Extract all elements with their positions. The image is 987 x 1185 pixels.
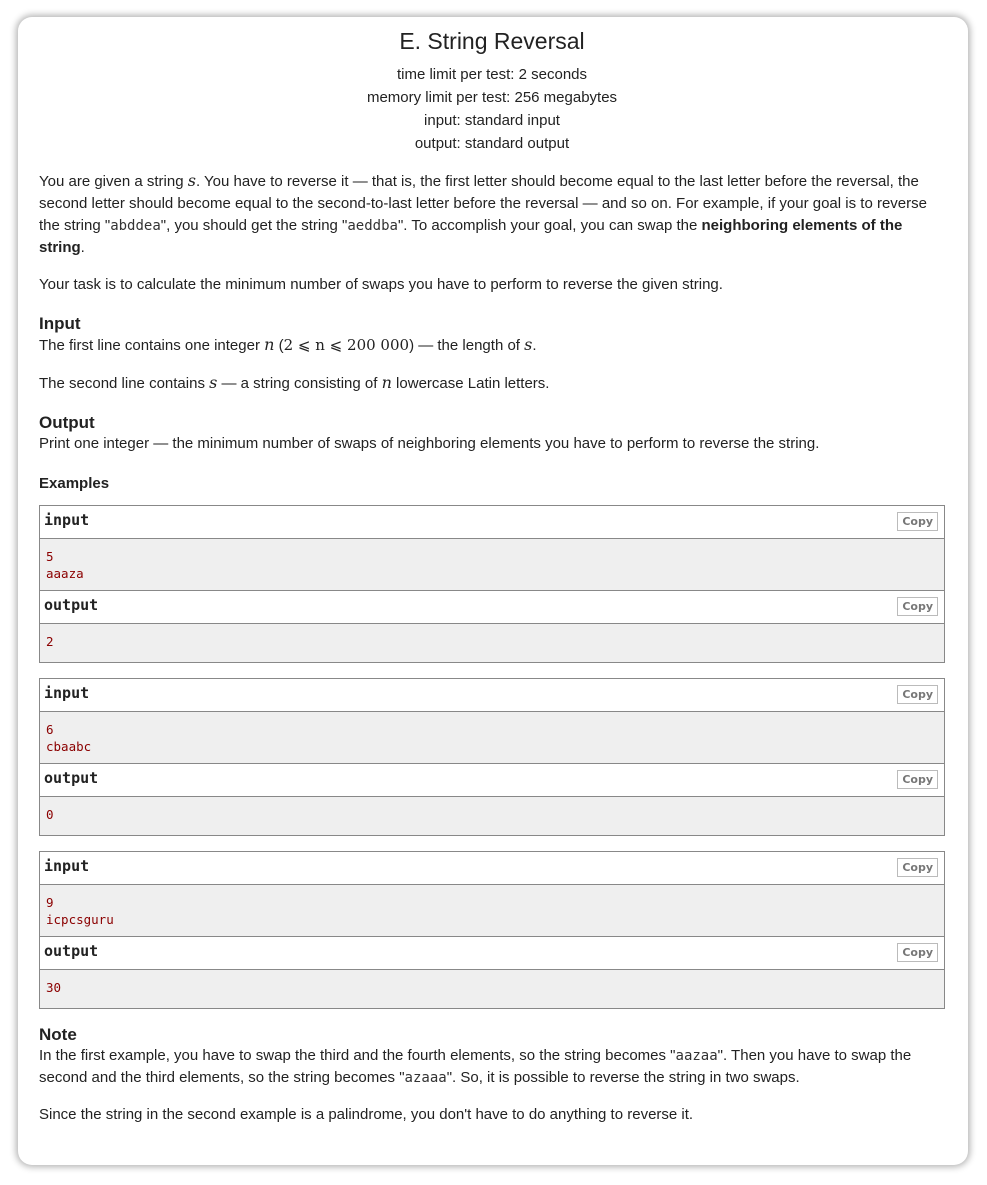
problem-limits [39,63,945,155]
input-label: input [44,511,90,529]
constraint-formula: 2 ⩽ n ⩽ 200 000 [283,336,410,354]
example-output-body [40,970,944,1008]
example-input-header [40,852,944,885]
copy-button[interactable]: Copy [897,770,938,789]
note-paragraph-2: Since the string in the second example is a palindrome, you don't have to do anything to reverse it. [39,1106,694,1123]
output-target: output: standard output [414,135,570,152]
memory-limit: memory limit per test: 256 megabytes [366,89,618,106]
output-label: output [44,942,99,960]
input-source: input: standard input [424,112,560,129]
examples-heading: Examples [39,475,110,492]
output-heading: Output [39,413,95,432]
copy-button[interactable]: Copy [897,597,938,616]
output-line: 2 [46,634,54,649]
statement-paragraph: You are given a string s. You have to reverse it — that is, the first letter should become equal to the last letter before the reversal, the second letter should become equal to the second-to-last letter before the reversal — and so on. For example, if your goal is to reverse the string "abddea", you should get the string "aeddba". To accomplish your goal, you can swap the neighboring elements of the string. [39,171,927,256]
math-var-n: n [264,335,275,354]
input-line: 9 [46,895,54,910]
math-var-s: s [524,335,533,354]
input-line: 5 [46,549,54,564]
input-line: cbaabc [46,739,92,754]
example-input-body [40,712,944,763]
example-input-header [40,506,944,539]
copy-button[interactable]: Copy [897,858,938,877]
output-line: 30 [46,980,62,995]
input-label: input [44,684,90,702]
input-line-1: The first line contains one integer n (2 ⩽ n ⩽ 200 000) — the length of s. [39,335,537,354]
input-label: input [44,857,90,875]
copy-button[interactable]: Copy [897,943,938,962]
copy-button[interactable]: Copy [897,685,938,704]
example-1 [39,505,945,663]
example-input-header [40,679,944,712]
example-output-body [40,624,944,662]
example-input-body [40,539,944,590]
problem-card [18,17,968,1165]
example-string-from: abddea [110,218,161,234]
example-output-body [40,797,944,835]
math-var-n: n [381,373,392,392]
example-input-body [40,885,944,936]
math-var-s: s [209,373,218,392]
note-string-1: aazaa [675,1048,718,1064]
output-label: output [44,596,99,614]
example-3 [39,851,945,1009]
output-line: 0 [46,807,54,822]
example-2 [39,678,945,836]
problem-content [39,17,945,1165]
example-output-header [40,590,944,624]
note-string-2: azaaa [404,1070,447,1086]
emphasis-text: neighboring elements of the string [39,217,903,256]
output-label: output [44,769,99,787]
input-heading: Input [39,314,81,333]
math-var-s: s [187,171,196,190]
example-output-header [40,936,944,970]
input-line-2: The second line contains s — a string consisting of n lowercase Latin letters. [39,373,550,392]
problem-title: E. String Reversal [399,28,585,54]
copy-button[interactable]: Copy [897,512,938,531]
input-line: aaaza [46,566,84,581]
task-paragraph: Your task is to calculate the minimum number of swaps you have to perform to reverse the given string. [39,276,723,293]
note-heading: Note [39,1025,77,1044]
time-limit: time limit per test: 2 seconds [396,66,588,83]
input-line: icpcsguru [46,912,114,927]
input-line: 6 [46,722,54,737]
output-description: Print one integer — the minimum number of swaps of neighboring elements you have to perform to reverse the string. [39,435,820,452]
note-paragraph: In the first example, you have to swap the third and the fourth elements, so the string becomes "aazaa". Then you have to swap the second and the third elements, so the string becomes "azaaa". So, it is possible to reverse the string in two swaps. [39,1047,912,1086]
example-string-to: aeddba [347,218,398,234]
example-output-header [40,763,944,797]
